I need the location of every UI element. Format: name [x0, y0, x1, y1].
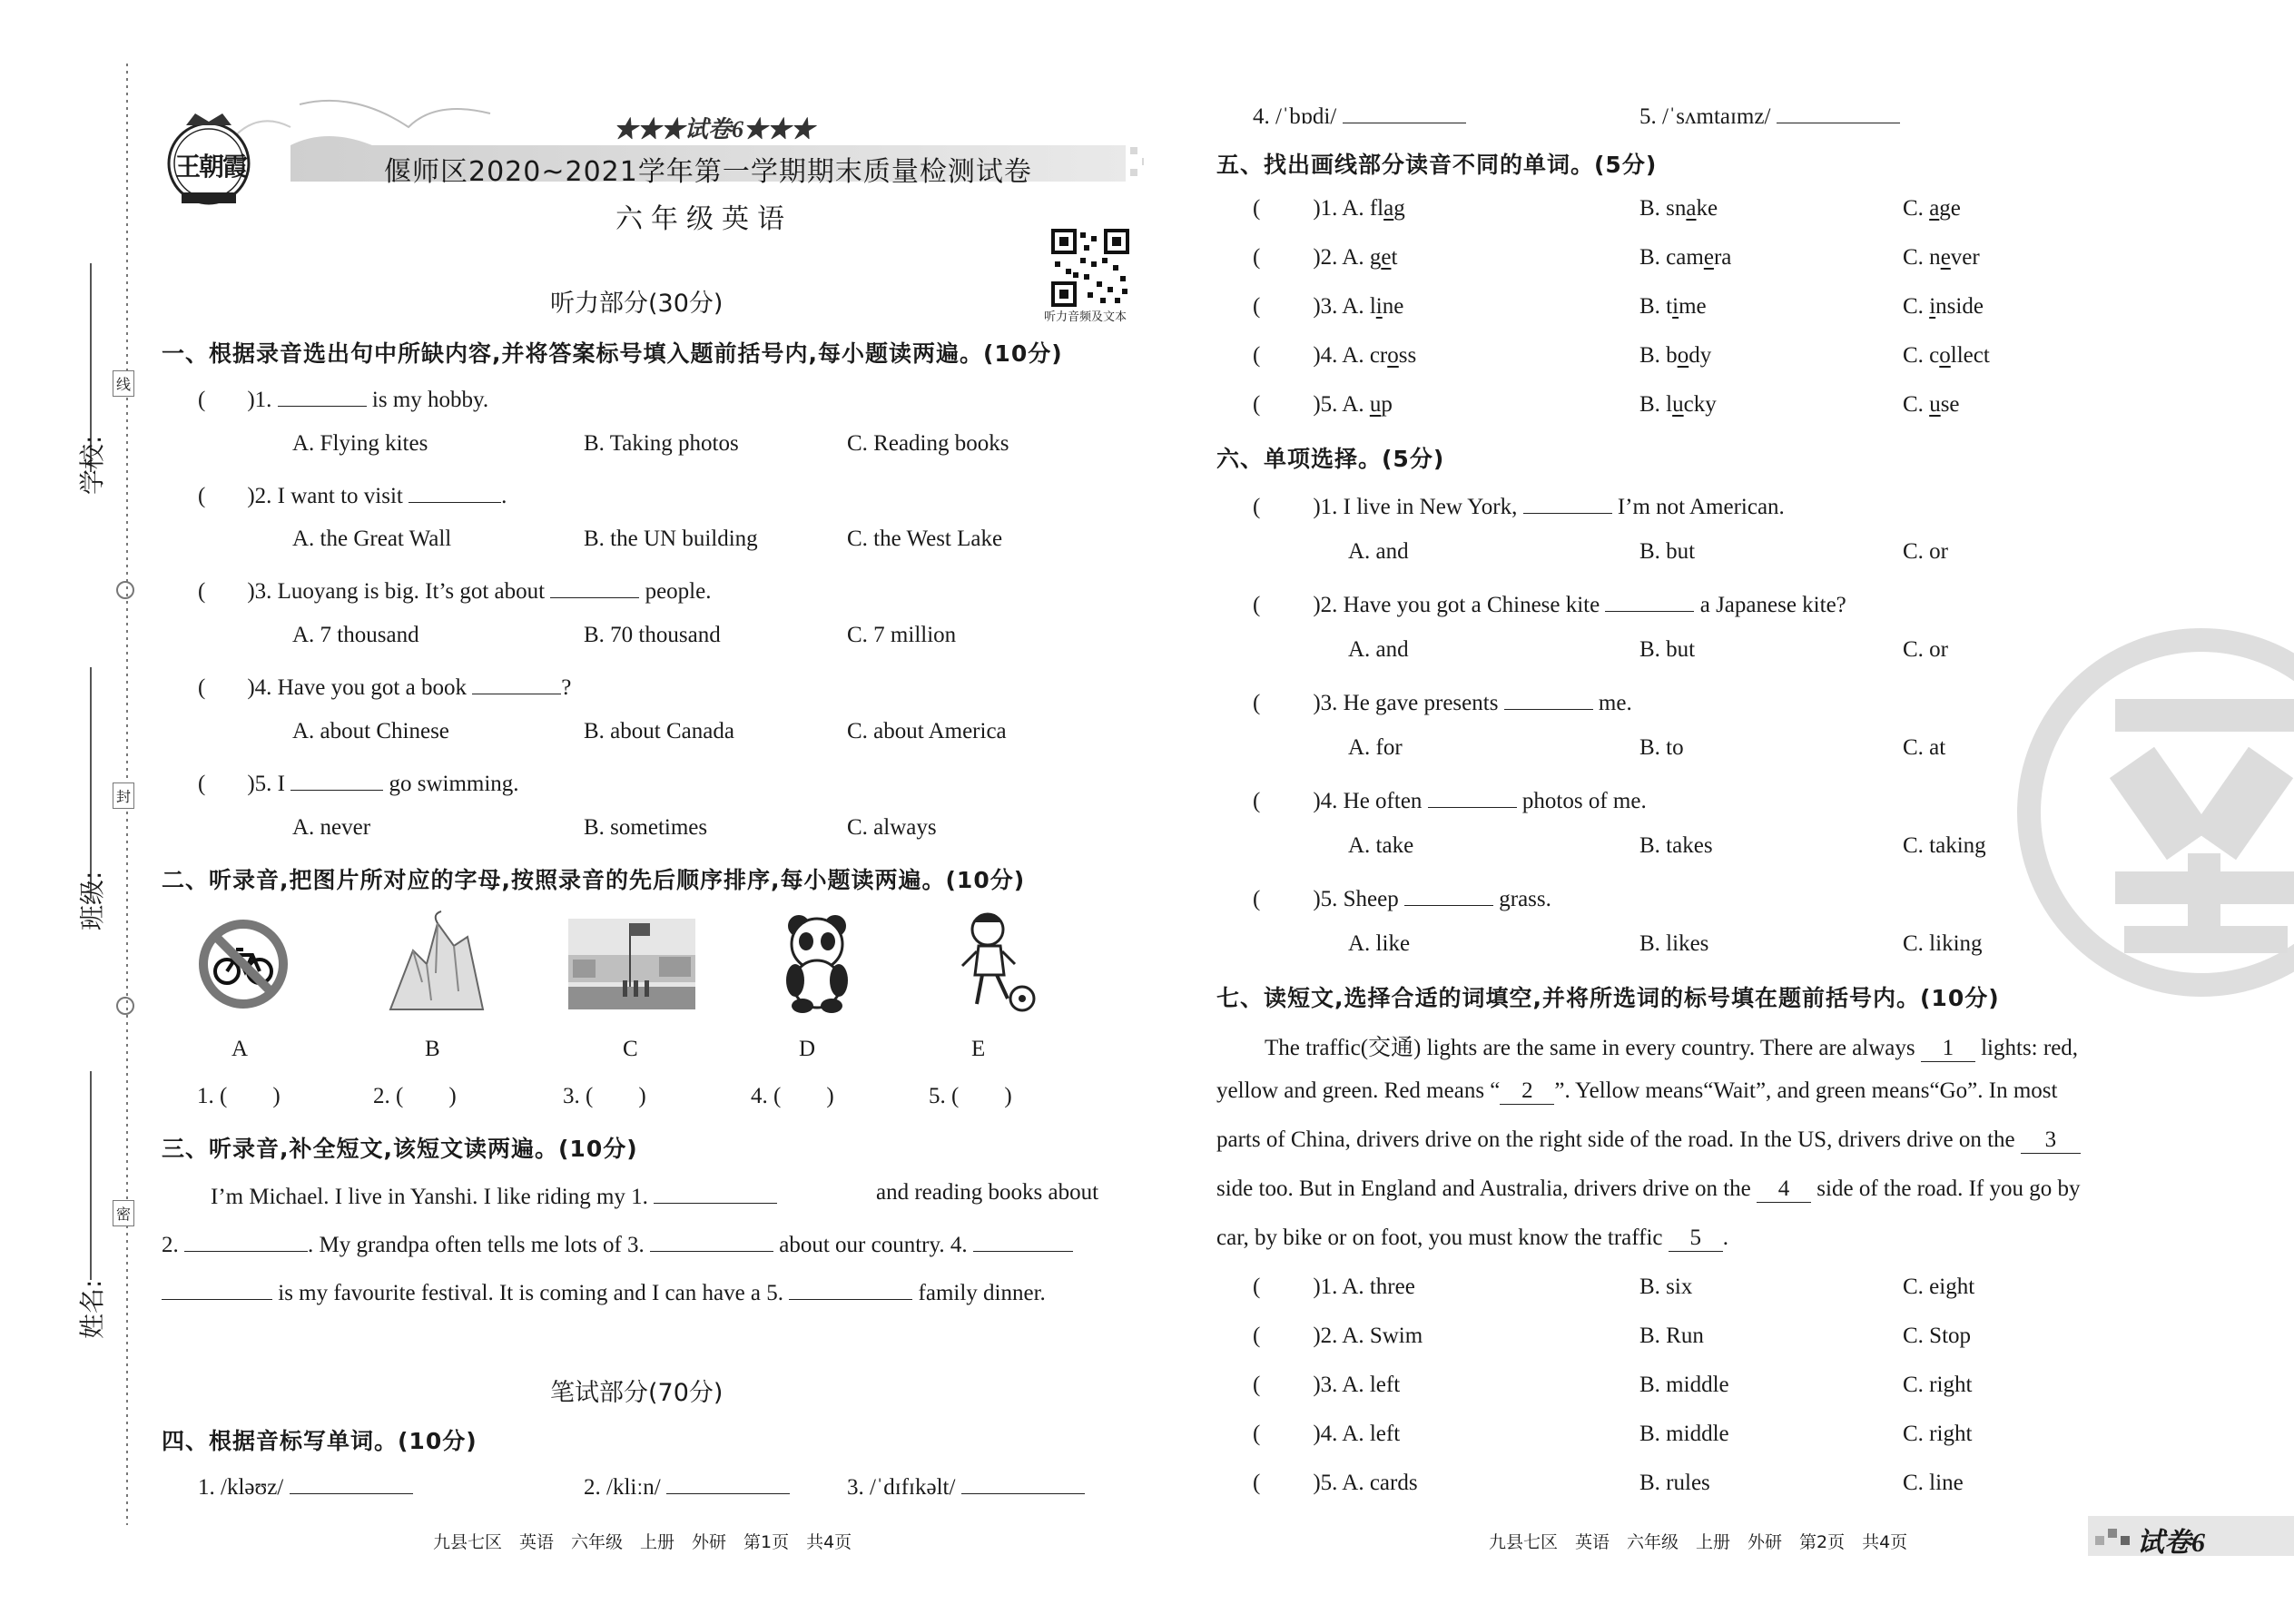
s5-q3-option-b: [1639, 294, 1707, 320]
section-2-heading: 二、听录音,把图片所对应的字母,按照录音的先后顺序排序,每小题读两遍。(10分): [162, 867, 1026, 893]
s3-line-2: [162, 1228, 1073, 1258]
s7-blank-1[interactable]: 1: [1921, 1036, 1975, 1062]
s7-q3-option-c: C. right: [1903, 1373, 1973, 1397]
s5-q1-a-underlined: a: [1383, 196, 1394, 221]
binding-mark-seal: 封: [113, 782, 134, 809]
s1-q4-text: )4. Have you got a book: [247, 675, 473, 700]
footer-right: 九县七区 英语 六年级 上册 外研 第2页 共4页: [1489, 1532, 1908, 1552]
s5-q2-c-underlined: e: [1940, 245, 1951, 270]
s7-q5-option-a: )5. A. cards: [1313, 1471, 1418, 1495]
s4-item-2: [584, 1471, 790, 1501]
s5-q2-a-pre: g: [1369, 245, 1382, 270]
s4-item-5-phonetic: 5. /ˈsʌmtaɪmz/: [1639, 104, 1771, 129]
s7-q4-option-a: )4. A. left: [1313, 1422, 1401, 1446]
s5-q5-a-underlined: u: [1369, 392, 1382, 417]
s7-q5-option-c: C. line: [1903, 1471, 1964, 1495]
binding-mark-line: 线: [113, 370, 134, 397]
boy-playing-football-icon: [951, 910, 1042, 1014]
s6-q3-option-a: A. for: [1348, 735, 1403, 760]
s1-q3-text-end: people.: [639, 579, 712, 604]
section-1-heading: 一、根据录音选出句中所缺内容,并将答案标号填入题前括号内,每小题读两遍。(10分): [162, 340, 1063, 367]
s6-q2-text: )2. Have you got a Chinese kite: [1313, 593, 1606, 617]
s7-passage-line-4: [1216, 1176, 2081, 1203]
s5-q2-num: )2. A.: [1313, 245, 1370, 270]
s5-q1-a-pre: fl: [1369, 196, 1384, 221]
s7-passage-line-1: [1265, 1029, 2078, 1062]
s3-blank-1[interactable]: [654, 1180, 777, 1204]
s7-passage-line-5: [1216, 1225, 1728, 1252]
s3-l1-end: and reading books about: [876, 1180, 1099, 1205]
s5-q1-b-pre: B. sn: [1639, 196, 1687, 221]
order-slot-1[interactable]: 1. ( ): [197, 1084, 281, 1108]
name-label: 姓名:: [77, 1279, 107, 1339]
s7-p4-end: side of the road. If you go by: [1816, 1176, 2081, 1201]
s5-q3-c-underlined: i: [1929, 294, 1936, 319]
s5-q4-b-underlined: o: [1677, 343, 1689, 368]
s7-q5-option-b: B. rules: [1639, 1471, 1710, 1495]
s1-q5-option-c: C. always: [847, 815, 937, 840]
s6-q4-option-a: A. take: [1348, 833, 1414, 858]
s5-q3-c-pre: C.: [1903, 294, 1930, 319]
s5-q1-option-b: [1639, 196, 1718, 221]
s1-q1-text-end: is my hobby.: [366, 388, 489, 412]
s6-q5-option-b: B. likes: [1639, 931, 1709, 956]
s5-q1-c-post: ge: [1939, 196, 1961, 221]
s5-q1-a-post: g: [1393, 196, 1405, 221]
s4-item-4: [1253, 100, 1466, 130]
s5-q5-option-b: [1639, 392, 1717, 418]
s4-item-4-phonetic: 4. /ˈbɒdi/: [1253, 104, 1337, 129]
s3-l3-end: family dinner.: [918, 1281, 1046, 1305]
s4-blank-3[interactable]: [961, 1471, 1085, 1494]
s5-q3-a-post: ne: [1382, 294, 1404, 319]
s4-blank-5[interactable]: [1777, 100, 1900, 123]
section-6-heading: 六、单项选择。(5分): [1216, 446, 1445, 472]
section-3-heading: 三、听录音,补全短文,该短文读两遍。(10分): [162, 1136, 638, 1162]
s7-p5-end: .: [1722, 1225, 1728, 1250]
s3-line-1: [211, 1180, 777, 1210]
s5-q2-a-underlined: e: [1381, 245, 1392, 270]
s1-q3-option-a: A. 7 thousand: [292, 623, 419, 647]
picture-letter-d: D: [799, 1037, 816, 1061]
s1-q3-blank[interactable]: [550, 575, 639, 598]
class-label: 班级:: [77, 871, 107, 930]
s5-q3-b-underlined: i: [1672, 294, 1679, 319]
order-slot-5[interactable]: 5. ( ): [929, 1084, 1012, 1108]
s7-q3-option-b: B. middle: [1639, 1373, 1729, 1397]
s5-q3-num: )3. A.: [1313, 294, 1370, 319]
s6-q2-option-b: B. but: [1639, 637, 1696, 662]
s6-q2-option-c: C. or: [1903, 637, 1948, 662]
s6-q5-text: )5. Sheep: [1313, 887, 1404, 911]
s7-p3-text: parts of China, drivers drive on the right side of the road. In the US, drivers drive on the: [1216, 1127, 2015, 1152]
s1-q1-option-a: A. Flying kites: [292, 431, 428, 456]
footer-left: 九县七区 英语 六年级 上册 外研 第1页 共4页: [433, 1532, 852, 1552]
s5-q2-b-post: ra: [1713, 245, 1732, 270]
listening-title: 听力部分(30分): [550, 290, 724, 318]
binding-dashed-line: [0, 0, 145, 1624]
s5-q5-c-underlined: u: [1929, 392, 1941, 417]
s4-item-1: [198, 1471, 413, 1501]
s5-q2-a-post: t: [1391, 245, 1398, 270]
badge-squares-icon: [2095, 1525, 2141, 1549]
s7-q2-option-b: B. Run: [1639, 1324, 1704, 1348]
order-slot-4-label: 4. (: [751, 1084, 782, 1108]
s6-q1-text-end: I’m not American.: [1611, 495, 1785, 519]
s6-q4-option-b: B. takes: [1639, 833, 1713, 858]
order-slot-5-label: 5. (: [929, 1084, 960, 1108]
s1-q5-option-b: B. sometimes: [584, 815, 708, 840]
s5-q1-c-underlined: a: [1929, 196, 1940, 221]
s5-q4-a-pre: cr: [1369, 343, 1388, 368]
s3-blank-3[interactable]: [650, 1228, 773, 1252]
s7-blank-5[interactable]: 5: [1669, 1225, 1723, 1252]
s5-q5-c-post: se: [1940, 392, 1960, 417]
order-slot-3[interactable]: 3. ( ): [563, 1084, 646, 1108]
s3-l3-text: is my favourite festival. It is coming and I can have a 5.: [278, 1281, 784, 1305]
s6-q5-option-a: A. like: [1348, 931, 1411, 956]
s1-q1-text: )1.: [247, 388, 278, 412]
s6-q2-option-a: A. and: [1348, 637, 1409, 662]
s4-blank-2[interactable]: [666, 1471, 790, 1494]
written-title: 笔试部分(70分): [550, 1379, 724, 1407]
s1-q4-option-a: A. about Chinese: [292, 719, 449, 743]
s6-q3-option-c: C. at: [1903, 735, 1946, 760]
s4-item-5: [1639, 100, 1900, 130]
s3-blank-4-cont[interactable]: [162, 1276, 272, 1300]
s6-q5-text-end: grass.: [1493, 887, 1551, 911]
s5-q2-option-b: [1639, 245, 1731, 271]
s6-q1-blank[interactable]: [1523, 490, 1612, 514]
s5-q1-option-c: [1903, 196, 1961, 221]
s7-p1-text: The traffic(交通) lights are the same in every country. There are always: [1265, 1036, 1915, 1060]
s5-q5-b-underlined: u: [1672, 392, 1684, 417]
s6-q1-text: )1. I live in New York,: [1313, 495, 1523, 519]
s5-q2-b-pre: B. cam: [1639, 245, 1704, 270]
s1-q1-option-c: C. Reading books: [847, 431, 1009, 456]
s6-q5-option-c: C. liking: [1903, 931, 1983, 956]
school-label: 学校:: [77, 435, 107, 495]
s7-q4-option-c: C. right: [1903, 1422, 1973, 1446]
s5-q5-b-pre: B. l: [1639, 392, 1673, 417]
s6-q4-text: )4. He often: [1313, 789, 1428, 813]
s7-q4-option-b: B. middle: [1639, 1422, 1729, 1446]
s7-passage-line-3: [1216, 1127, 2081, 1154]
s1-q5-text-end: go swimming.: [383, 772, 519, 796]
qr-caption: 听力音频及文本: [1044, 310, 1127, 324]
s7-p2-text: yellow and green. Red means “: [1216, 1078, 1501, 1103]
s6-q1-option-b: B. but: [1639, 539, 1696, 564]
s1-q5-text: )5. I: [247, 772, 291, 796]
s5-q5-a-post: p: [1381, 392, 1393, 417]
s6-q1-option-c: C. or: [1903, 539, 1948, 564]
picture-letter-a: A: [231, 1037, 249, 1061]
s5-q1-b-underlined: a: [1686, 196, 1697, 221]
s7-blank-2[interactable]: 2: [1500, 1078, 1554, 1105]
s1-q4-option-b: B. about Canada: [584, 719, 734, 743]
s3-blank-4[interactable]: [973, 1228, 1073, 1252]
s5-q4-option-c: [1903, 343, 1990, 369]
s5-q1-c-pre: C.: [1903, 196, 1930, 221]
order-slot-1-label: 1. (: [197, 1084, 228, 1108]
s7-p5-text: car, by bike or on foot, you must know the traffic: [1216, 1225, 1663, 1250]
panda-picture-icon: [772, 910, 862, 1014]
s7-p1-end: lights: red,: [1981, 1036, 2079, 1060]
s5-q5-c-pre: C.: [1903, 392, 1930, 417]
s3-blank-5[interactable]: [789, 1276, 912, 1300]
s6-q2-blank[interactable]: [1605, 588, 1694, 612]
no-bicycle-sign-icon: [198, 919, 289, 1009]
s5-q1-b-post: ke: [1696, 196, 1718, 221]
order-slot-4[interactable]: 4. ( ): [751, 1084, 834, 1108]
s1-q4-text-end: ?: [561, 675, 572, 700]
s5-q4-option-b: [1639, 343, 1711, 369]
mountain-picture-icon: [381, 910, 490, 1014]
badge-label: 试卷6: [2137, 1528, 2205, 1558]
s6-q4-option-c: C. taking: [1903, 833, 1986, 858]
s1-q2-text: )2. I want to visit: [247, 484, 409, 508]
s4-item-3: [847, 1471, 1085, 1501]
s6-q4-blank[interactable]: [1428, 784, 1517, 808]
s5-q3-b-pre: B. t: [1639, 294, 1673, 319]
s3-line-3: [162, 1276, 1046, 1306]
s6-q3-text-end: me.: [1592, 691, 1632, 715]
s1-q2-option-c: C. the West Lake: [847, 527, 1003, 551]
s5-q5-option-c: [1903, 392, 1960, 418]
picture-letter-b: B: [425, 1037, 440, 1061]
flag-ceremony-photo-icon: [568, 919, 695, 1009]
s7-q1-option-b: B. six: [1639, 1275, 1693, 1299]
s4-item-2-phonetic: 2. /kliːn/: [584, 1475, 661, 1500]
s1-q4-blank[interactable]: [472, 671, 561, 694]
section-4-heading: 四、根据音标写单词。(10分): [162, 1428, 478, 1454]
picture-letter-c: C: [623, 1037, 638, 1061]
s5-q2-b-underlined: e: [1703, 245, 1714, 270]
s7-p2-end: ”. Yellow means“Wait”, and green means“Go”. In most: [1554, 1078, 2058, 1103]
exam-title: 偃师区2020~2021学年第一学期期末质量检测试卷: [384, 156, 1032, 188]
s5-q4-b-pre: B. b: [1639, 343, 1678, 368]
s5-q4-num: )4. A.: [1313, 343, 1370, 368]
s1-q2-option-b: B. the UN building: [584, 527, 758, 551]
s1-q2-text-end: .: [501, 484, 507, 508]
s7-q2-option-a: )2. A. Swim: [1313, 1324, 1423, 1348]
s6-q5-blank[interactable]: [1404, 882, 1493, 906]
s1-q3-option-b: B. 70 thousand: [584, 623, 721, 647]
brand-logo: [159, 109, 259, 209]
footer-badge: [2088, 1516, 2294, 1556]
s5-q4-a-underlined: o: [1387, 343, 1399, 368]
s1-q5-option-a: A. never: [292, 815, 371, 840]
s4-blank-4[interactable]: [1343, 100, 1466, 123]
picture-letter-e: E: [971, 1037, 986, 1061]
section-5-heading: 五、找出画线部分读音不同的单词。(5分): [1216, 152, 1658, 178]
s5-q3-a-underlined: i: [1375, 294, 1383, 319]
s1-q1-option-b: B. Taking photos: [584, 431, 739, 456]
s3-l2-text: . My grandpa often tells me lots of 3.: [308, 1233, 645, 1257]
s3-l2-text-end: about our country. 4.: [779, 1233, 968, 1257]
s6-q3-text: )3. He gave presents: [1313, 691, 1504, 715]
s7-q3-option-a: )3. A. left: [1313, 1373, 1401, 1397]
s6-q3-blank[interactable]: [1504, 686, 1593, 710]
s5-q4-c-pre: C. c: [1903, 343, 1940, 368]
s1-q5-blank[interactable]: [290, 767, 383, 791]
s6-q1-option-a: A. and: [1348, 539, 1409, 564]
s7-p4-text: side too. But in England and Australia, drivers drive on the: [1216, 1176, 1751, 1201]
s5-q1-num: )1. A.: [1313, 196, 1370, 221]
s1-q3-text: )3. Luoyang is big. It’s got about: [247, 579, 551, 604]
confidential-seal-watermark-icon: [2015, 626, 2294, 1008]
s1-q3-option-c: C. 7 million: [847, 623, 957, 647]
s4-blank-1[interactable]: [290, 1471, 413, 1494]
series-label: ★★★试卷6★★★: [614, 116, 815, 143]
s6-q3-option-b: B. to: [1639, 735, 1684, 760]
section-7-heading: 七、读短文,选择合适的词填空,并将所选词的标号填在题前括号内。(10分): [1216, 985, 2000, 1011]
order-slot-2[interactable]: 2. ( ): [373, 1084, 457, 1108]
s5-q4-c-post: llect: [1950, 343, 1990, 368]
s5-q5-b-post: cky: [1683, 392, 1717, 417]
s5-q2-c-pre: C. n: [1903, 245, 1941, 270]
s4-item-1-phonetic: 1. /kləʊz/: [198, 1475, 284, 1500]
s7-blank-4[interactable]: 4: [1757, 1176, 1811, 1203]
s5-q3-a-pre: l: [1369, 294, 1376, 319]
s7-blank-3[interactable]: 3: [2021, 1127, 2081, 1154]
s5-q3-option-c: [1903, 294, 1984, 320]
s4-item-3-phonetic: 3. /ˈdɪfɪkəlt/: [847, 1475, 956, 1500]
s3-l2-num: 2.: [162, 1233, 179, 1257]
s5-q2-option-c: [1903, 245, 1980, 271]
binding-mark-fold: 密: [113, 1200, 134, 1226]
s5-q3-c-post: nside: [1935, 294, 1984, 319]
s7-q2-option-c: C. Stop: [1903, 1324, 1972, 1348]
s5-q2-c-post: ver: [1950, 245, 1980, 270]
s3-l1-text: I’m Michael. I live in Yanshi. I like riding my 1.: [211, 1185, 648, 1209]
s7-q1-option-c: C. eight: [1903, 1275, 1975, 1299]
s5-q3-b-post: me: [1679, 294, 1707, 319]
order-slot-3-label: 3. (: [563, 1084, 594, 1108]
s1-q1-blank[interactable]: [278, 383, 367, 407]
s1-q2-option-a: A. the Great Wall: [292, 527, 452, 551]
exam-subject: 六年级英语: [615, 203, 793, 235]
s5-q5-num: )5. A.: [1313, 392, 1370, 417]
s3-blank-2[interactable]: [184, 1228, 308, 1252]
s6-q2-text-end: a Japanese kite?: [1694, 593, 1846, 617]
s7-q1-option-a: )1. A. three: [1313, 1275, 1415, 1299]
s6-q4-text-end: photos of me.: [1516, 789, 1647, 813]
s5-q4-a-post: ss: [1398, 343, 1417, 368]
s1-q4-option-c: C. about America: [847, 719, 1007, 743]
s1-q2-blank[interactable]: [409, 479, 501, 503]
order-slot-2-label: 2. (: [373, 1084, 404, 1108]
brand-name: 王朝霞: [175, 152, 247, 182]
s5-q4-b-post: dy: [1689, 343, 1712, 368]
qr-code-icon: [1051, 229, 1129, 307]
s7-passage-line-2: [1216, 1078, 2057, 1105]
s5-q4-c-underlined: o: [1939, 343, 1951, 368]
